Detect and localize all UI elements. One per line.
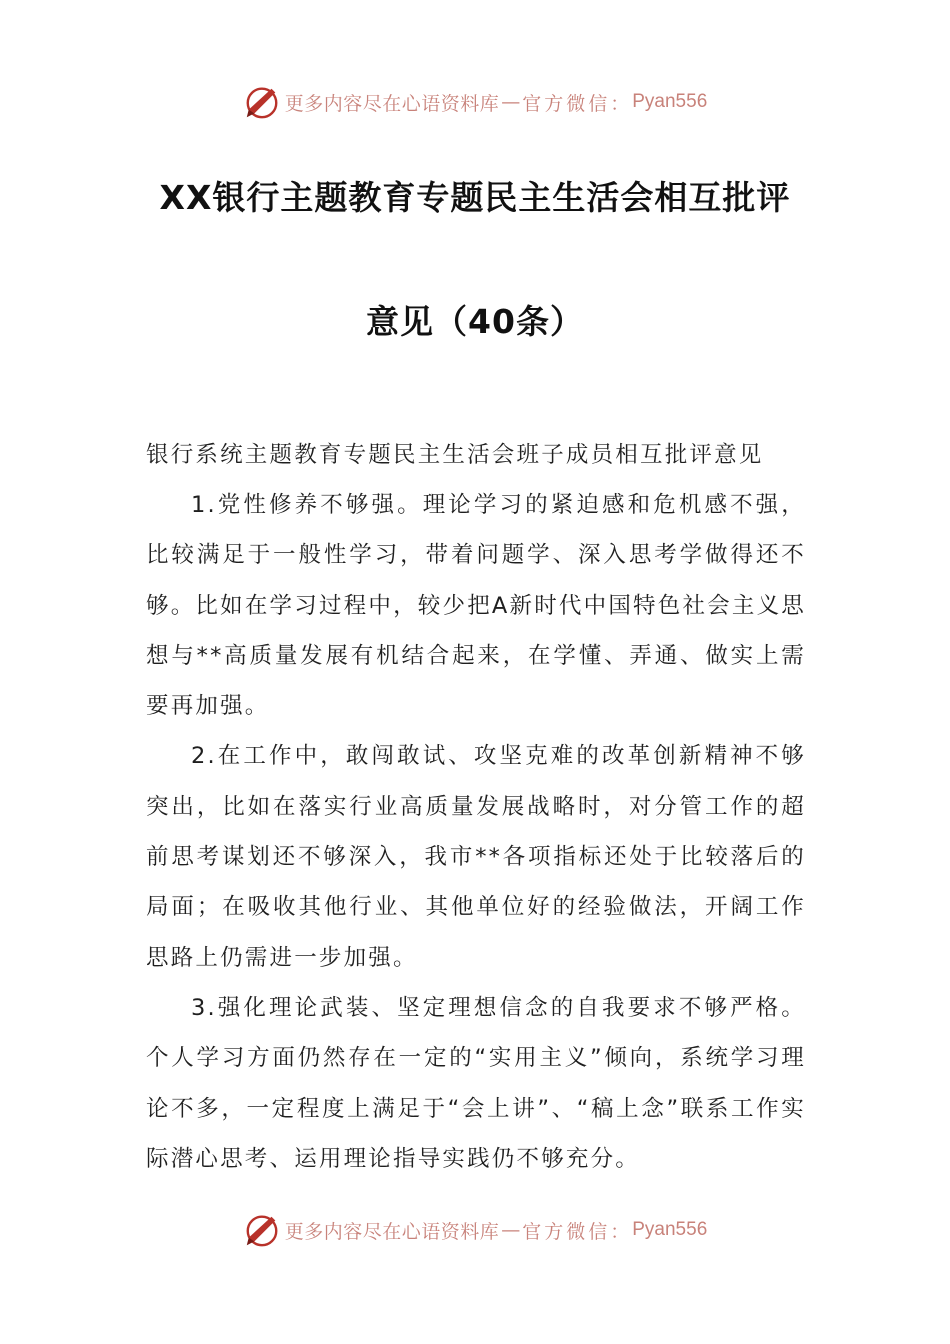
document-title-line1: XX银行主题教育专题民主生活会相互批评 [159,178,791,217]
watermark-wechat-label: 官方微信： [522,92,633,115]
watermark-wechat-id: Pyan556 [632,91,708,112]
watermark-separator: — [501,91,521,113]
pen-logo-icon [243,1211,281,1249]
document-title-line2: 意见（40条） [366,302,584,341]
watermark-separator: — [501,1219,521,1241]
pen-logo-icon [243,83,281,121]
watermark-banner-bottom [0,1208,950,1252]
document-body [146,480,806,1184]
paragraph-2: 2.在工作中，敢闯敢试、攻坚克难的改革创新精神不够突出，比如在落实行业高质量发展战略时，对分管工作的超前思考谋划还不够深入，我市**各项指标还处于比较落后的局面；在吸收其他行业、其他单位好的经验做法，开阔工作思路上仍需进一步加强。 [146,743,806,971]
watermark-wechat-id: Pyan556 [632,1219,708,1240]
watermark-banner-top [0,80,950,124]
watermark-text: 更多内容尽在心语资料库 [284,1220,500,1243]
watermark-wechat-label: 官方微信： [522,1220,633,1243]
intro-line: 银行系统主题教育专题民主生活会班子成员相互批评意见 [146,442,764,468]
paragraph-3: 3.强化理论武装、坚定理想信念的自我要求不够严格。个人学习方面仍然存在一定的“实用主义”倾向，系统学习理论不多，一定程度上满足于“会上讲”、“稿上念”联系工作实际潜心思考、运用理论指导实践仍不够充分。 [146,994,806,1172]
watermark-text: 更多内容尽在心语资料库 [284,92,500,115]
paragraph-1: 1.党性修养不够强。理论学习的紧迫感和危机感不强，比较满足于一般性学习，带着问题学、深入思考学做得还不够。比如在学习过程中，较少把A新时代中国特色社会主义思想与**高质量发展有机结合起来，在学懂、弄通、做实上需要再加强。 [146,492,806,720]
